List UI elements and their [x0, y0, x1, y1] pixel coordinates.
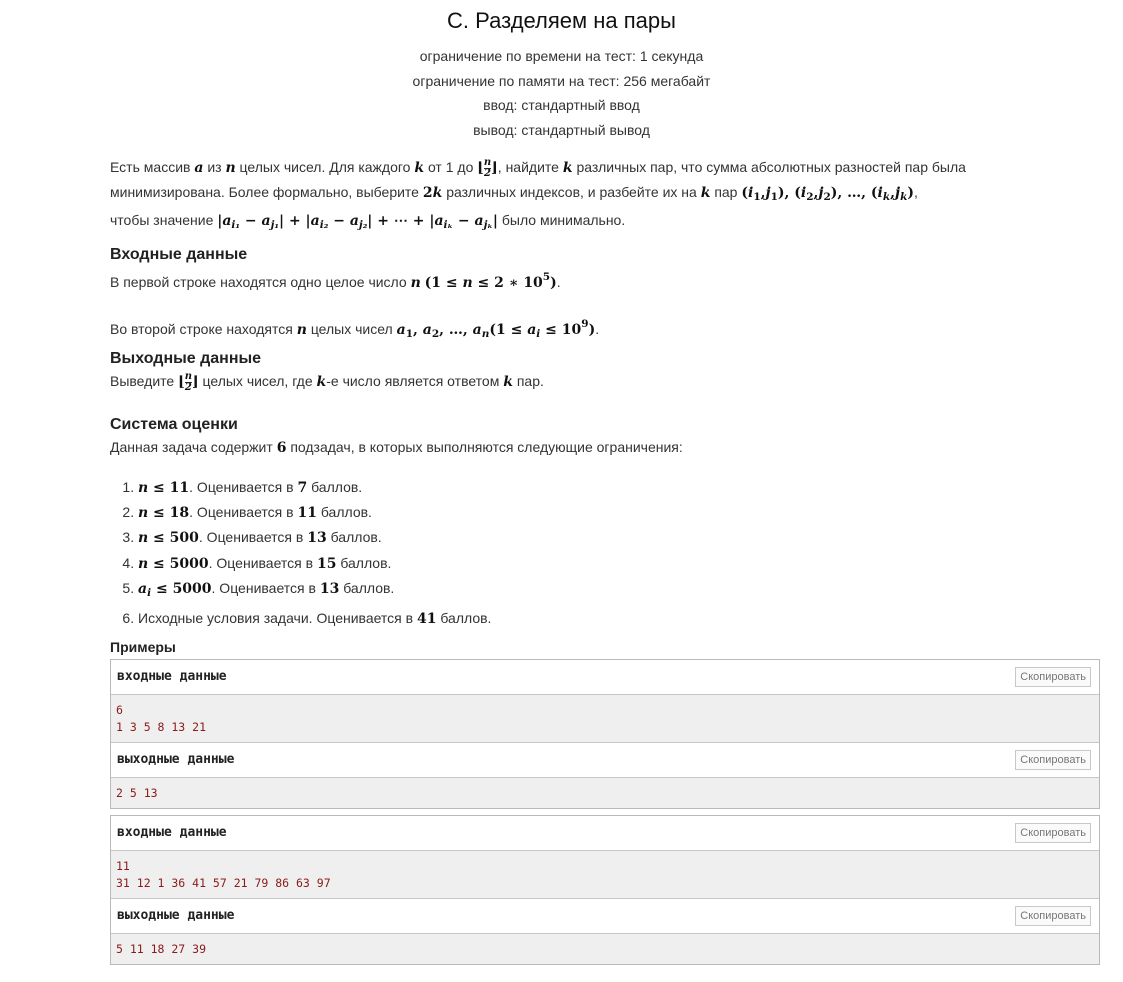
samples-title: Примеры	[110, 639, 176, 655]
time-limit: ограничение по времени на тест: 1 секунда	[419, 48, 704, 64]
copy-input-button[interactable]: Скопировать	[1015, 667, 1091, 687]
input-mode: ввод: стандартный ввод	[483, 97, 640, 113]
copy-input-button[interactable]: Скопировать	[1015, 823, 1091, 843]
output-section	[110, 348, 1100, 395]
sample-test-1	[110, 659, 1100, 809]
input-line-1: В первой строке находятся одно целое число n (1 ≤ n ≤ 2 ∗ $10^5$).	[110, 271, 561, 291]
statement-line-3: чтобы значение $|a_{i_1} - a_{j_1}| + |a_{i_2} - a_{j_2}|$ + ⋯ + $|a_{i_k} - a_{j_k}|$ было минимально.	[110, 212, 626, 231]
sample-input: 6 1 3 5 8 13 21	[111, 695, 1099, 743]
subtask-item: 3. n ≤ 500. Оценивается в 13 баллов.	[138, 525, 1100, 550]
sample-input: 11 31 12 1 36 41 57 21 79 86 63 97	[111, 851, 1099, 899]
memory-limit: ограничение по памяти на тест: 256 мегабайт	[412, 72, 711, 89]
subtask-item: 1. n ≤ 11. Оценивается в 7 баллов.	[138, 475, 1100, 500]
sample-output-header: выходные данные Скопировать	[111, 899, 1099, 934]
sample-output: 2 5 13	[111, 778, 1099, 808]
sample-output: 5 11 18 27 39	[111, 934, 1099, 964]
statement-line-2: минимизирована. Более формально, выберите 2k различных индексов, и разбейте их на k пар $(i_1,j_1)$, $(i_2,j_2)$, …, $(i_k,j_k)$,	[110, 183, 918, 203]
problem-header	[0, 8, 1123, 142]
copy-output-button[interactable]: Скопировать	[1015, 750, 1091, 770]
problem-title: C. Разделяем на пары	[447, 8, 676, 33]
statement-line-1: Есть массив a из n целых чисел. Для каждого k от 1 до ⌊ $\frac{n}{2}$ ⌋, найдите k различных пар, что сумма абсолютных разностей пар была	[110, 156, 966, 179]
scoring-intro: Данная задача содержит 6 подзадач, в которых выполняются следующие ограничения:	[110, 439, 683, 456]
subtask-list	[110, 475, 1100, 631]
output-text: Выведите ⌊ $\frac{n}{2}$ ⌋ целых чисел, где k-е число является ответом k пар.	[110, 370, 544, 393]
subtask-item: 4. n ≤ 5000. Оценивается в 15 баллов.	[138, 551, 1100, 576]
input-section	[110, 244, 1100, 346]
sample-output-header: выходные данные Скопировать	[111, 743, 1099, 778]
problem-statement	[110, 156, 1100, 238]
sample-input-header: входные данные Скопировать	[111, 816, 1099, 851]
subtask-item: 6. Исходные условия задачи. Оценивается в 41 баллов.	[138, 606, 1100, 631]
sample-test-2	[110, 815, 1100, 965]
output-section-title: Выходные данные	[110, 350, 262, 367]
copy-output-button[interactable]: Скопировать	[1015, 906, 1091, 926]
subtask-item: 5. $a_i \le 5000$. Оценивается в 13 баллов.	[138, 576, 1100, 605]
scoring-section-title: Система оценки	[110, 416, 238, 433]
scoring-section	[110, 414, 1100, 631]
input-section-title: Входные данные	[110, 246, 248, 263]
sample-input-header: входные данные Скопировать	[111, 660, 1099, 695]
subtask-item: 2. n ≤ 18. Оценивается в 11 баллов.	[138, 500, 1100, 525]
output-mode: вывод: стандартный вывод	[473, 121, 650, 138]
input-line-2: Во второй строке находятся n целых чисел $a_1$, $a_2$, …, $a_n(1 \le a_i \le 10^9)$.	[110, 317, 600, 340]
